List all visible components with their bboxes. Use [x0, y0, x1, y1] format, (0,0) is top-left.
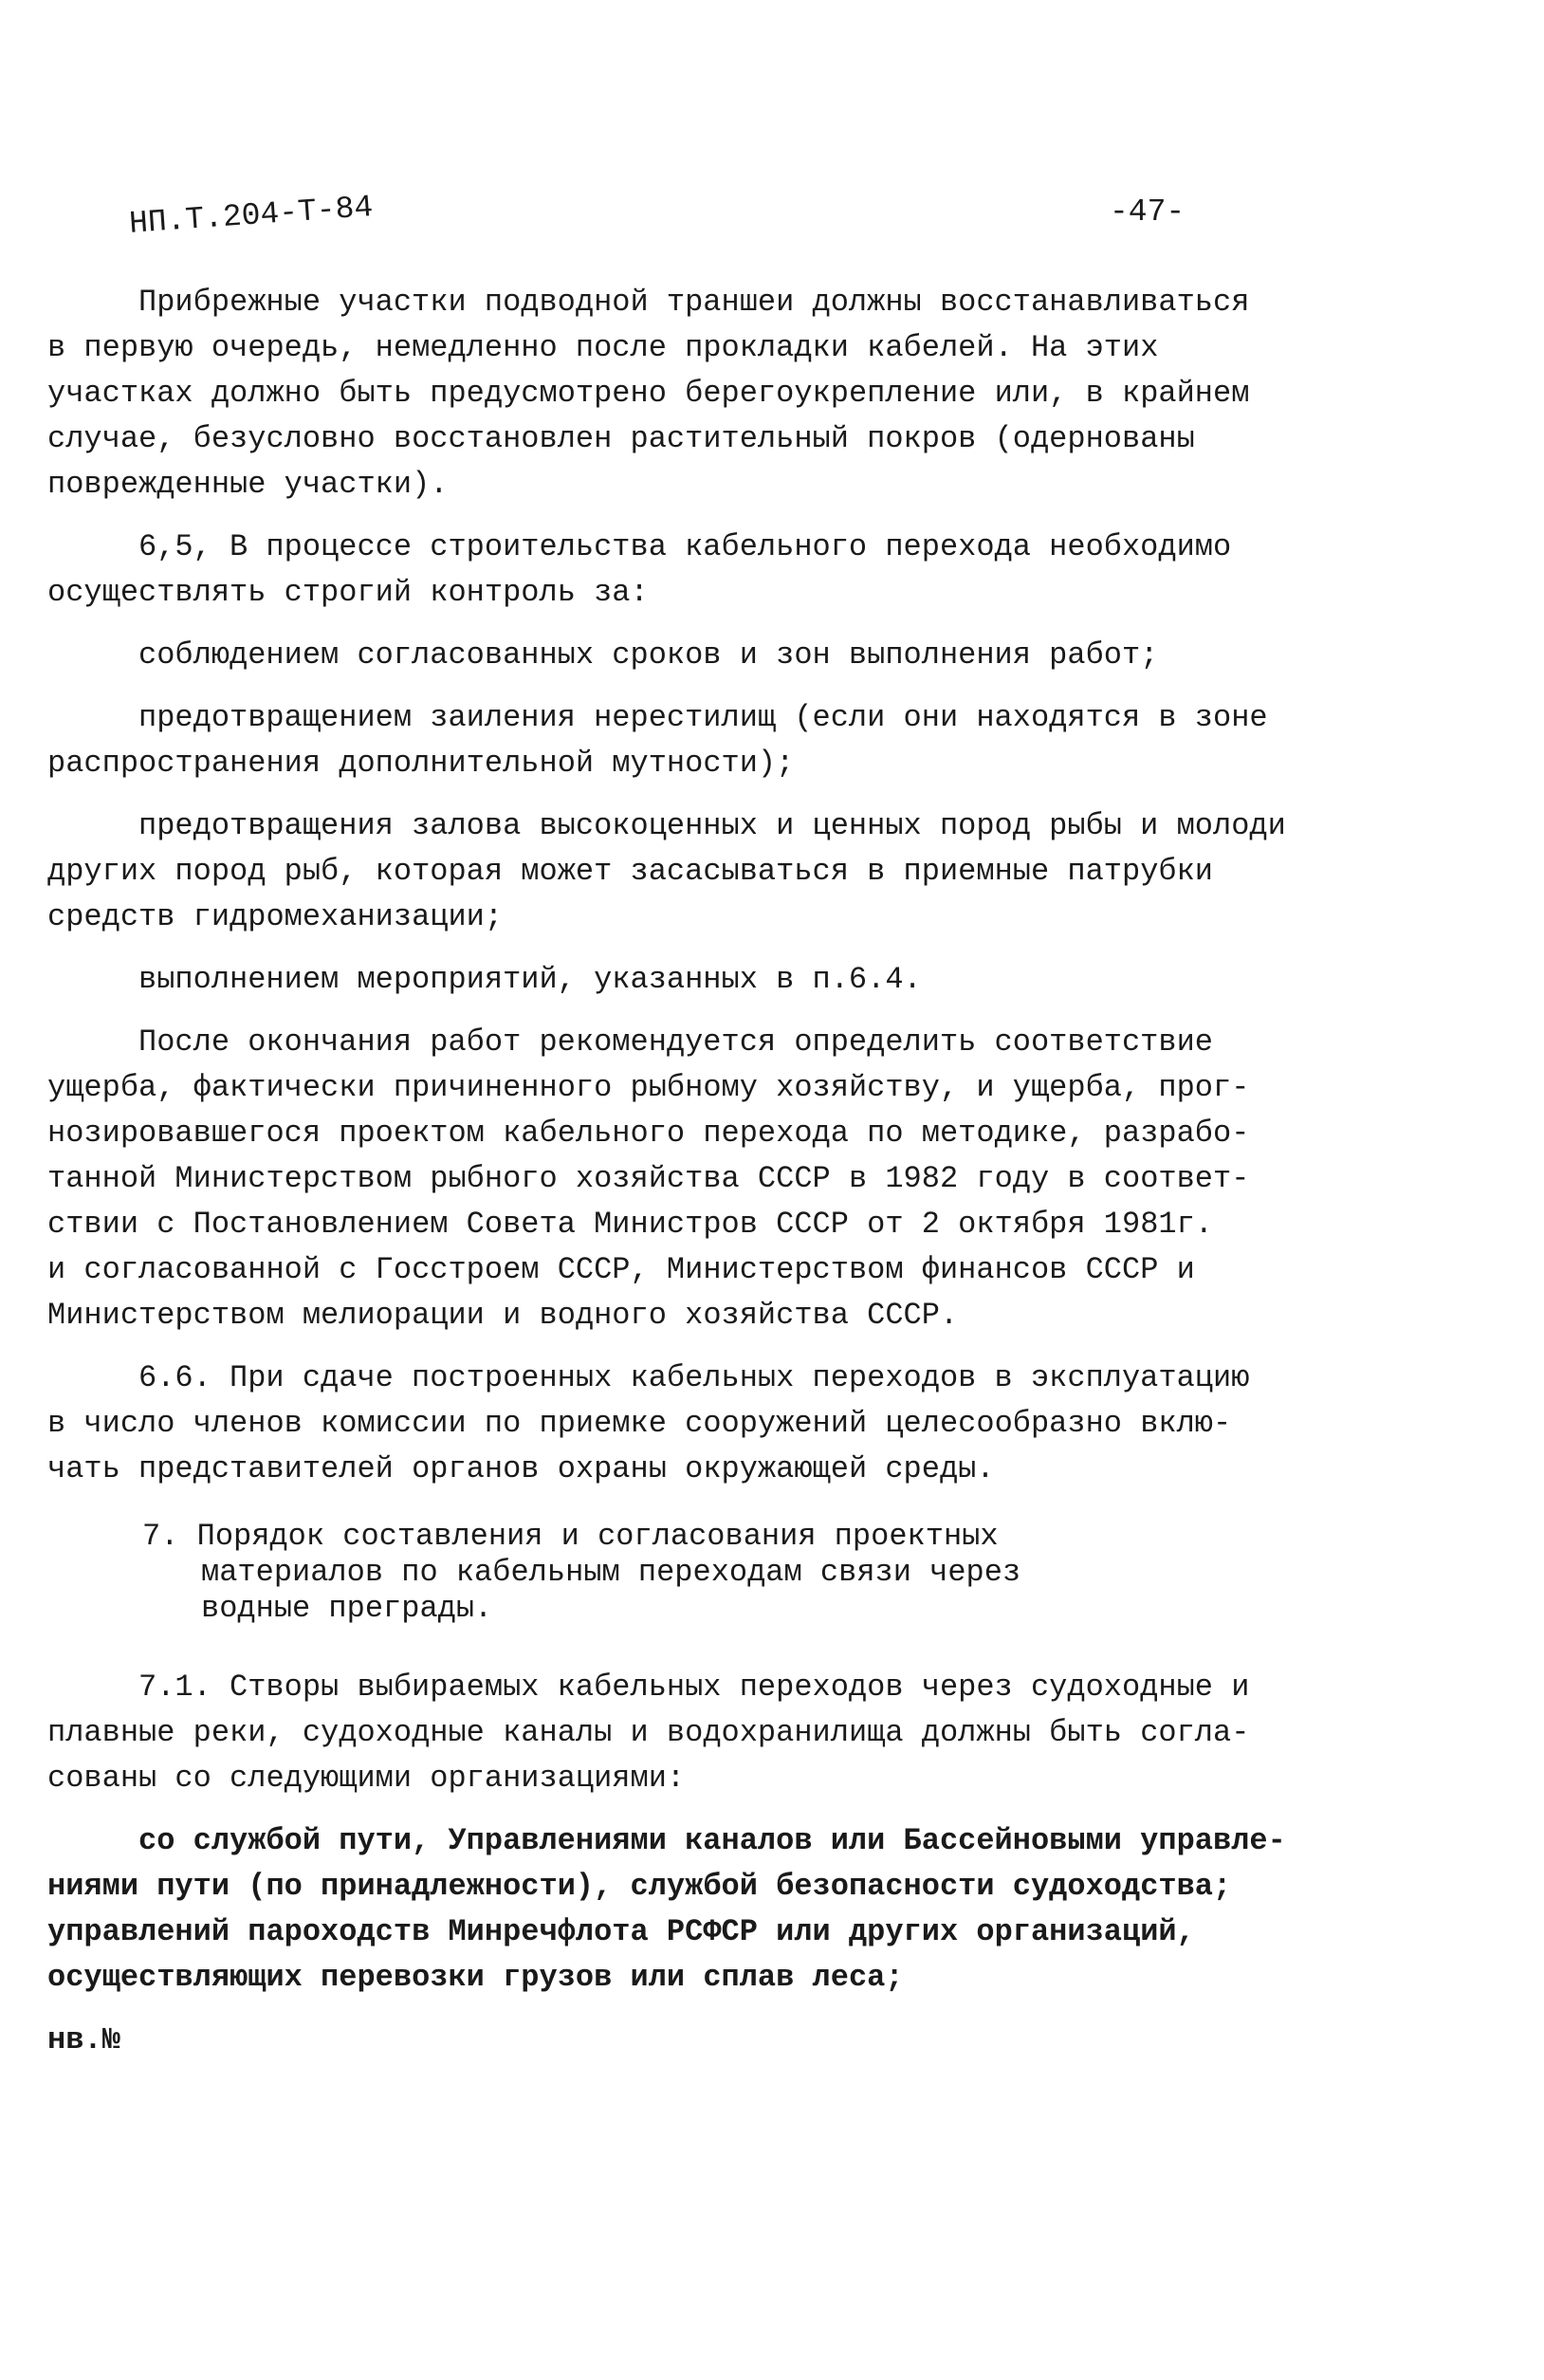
list-item: предотвращением заиления нерестилищ (если они находятся в зоне распространения дополнительной мутности);	[47, 700, 1268, 781]
paragraph: Прибрежные участки подводной траншеи должны восстанавливаться в первую очередь, немедленно после прокладки кабелей. На этих участках должно быть предусмотрено берегоукрепление или, в крайнем случае, безусловно восстановлен растительный покров (одернованы поврежденные участки).	[47, 285, 1250, 502]
document-body	[47, 280, 1299, 2080]
section-heading: 7. Порядок составления и согласования проектных материалов по кабельным переходам связи через водные преграды.	[142, 1519, 1021, 1626]
document-code: НП.Т.204-Т-84	[128, 190, 375, 242]
list-item: соблюдением согласованных сроков и зон выполнения работ;	[138, 637, 1159, 673]
paragraph: 6,5, В процессе строительства кабельного перехода необходимо осуществлять строгий контроль за:	[47, 529, 1232, 610]
paragraph: 7.1. Створы выбираемых кабельных переходов через судоходные и плавные реки, судоходные каналы и водохранилища должны быть согла- сованы со следующими организациями:	[47, 1670, 1250, 1796]
list-item: со службой пути, Управлениями каналов или Бассейновыми управле- ниями пути (по принадлежности), службой безопасности судоходства; управлений пароходств Минречфлота РСФСР или других организаций, осуществляющих перевозки грузов или сплав леса;	[47, 1823, 1286, 1995]
list-item: выполнением мероприятий, указанных в п.6.4.	[138, 962, 922, 997]
list-item: предотвращения залова высокоценных и ценных пород рыбы и молоди других пород рыб, которая может засасываться в приемные патрубки средств гидромеханизации;	[47, 808, 1286, 934]
signature-mark: нв.№	[47, 2022, 120, 2057]
page-number: -47-	[1110, 194, 1186, 230]
paragraph: 6.6. При сдаче построенных кабельных переходов в эксплуатацию в число членов комиссии по приемке сооружений целесообразно вклю- чать представителей органов охраны окружающей среды.	[47, 1360, 1250, 1486]
paragraph: После окончания работ рекомендуется определить соответствие ущерба, фактически причиненного рыбному хозяйству, и ущерба, прог- нозировавшегося проектом кабельного перехода по методике, разрабо- танной Министерством рыбного хозяйства СССР в 1982 году в соответ- ствии с Постановлением Совета Министров СССР от 2 октября 1981г. и согласованной с Госстроем СССР, Министерством финансов СССР и Министерством мелиорации и водного хозяйства СССР.	[47, 1024, 1250, 1333]
